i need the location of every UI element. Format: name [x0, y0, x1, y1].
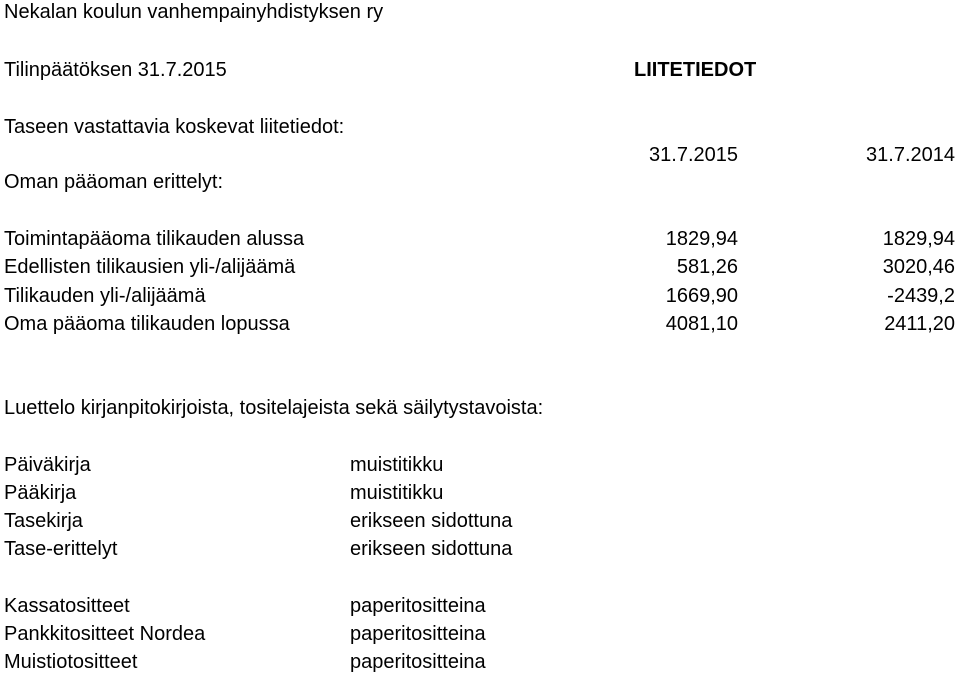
- value-2015: 4081,10: [665, 313, 738, 335]
- value-2014: 2411,20: [884, 313, 955, 335]
- book-name: Tasekirja: [4, 510, 83, 532]
- statement-title: Tilinpäätöksen 31.7.2015: [4, 59, 227, 81]
- storage-method: muistitikku: [350, 482, 444, 504]
- book-name: Tase-erittelyt: [4, 538, 118, 560]
- storage-method: erikseen sidottuna: [350, 538, 513, 560]
- row-label: Edellisten tilikausien yli-/alijäämä: [4, 256, 296, 278]
- bookkeeping-heading: Luettelo kirjanpitokirjoista, tositelajeista sekä säilytystavoista:: [4, 397, 544, 419]
- value-2014: 1829,94: [882, 228, 955, 250]
- row-label: Tilikauden yli-/alijäämä: [4, 285, 206, 307]
- balance-notes-heading: Taseen vastattavia koskevat liitetiedot:: [4, 116, 345, 138]
- voucher-type: Pankkitositteet Nordea: [4, 623, 206, 645]
- row-label: Toimintapääoma tilikauden alussa: [4, 228, 305, 250]
- value-2015: 1829,94: [665, 228, 738, 250]
- storage-method: paperitositteina: [350, 651, 486, 673]
- organization-name: Nekalan koulun vanhempainyhdistyksen ry: [4, 1, 384, 23]
- value-2014: 3020,46: [882, 256, 955, 278]
- value-2014: -2439,2: [887, 285, 955, 307]
- column-header-2015: 31.7.2015: [649, 144, 738, 166]
- equity-breakdown-heading: Oman pääoman erittelyt:: [4, 171, 223, 193]
- section-title: LIITETIEDOT: [634, 59, 757, 81]
- row-label: Oma pääoma tilikauden lopussa: [4, 313, 290, 335]
- storage-method: paperitositteina: [350, 595, 486, 617]
- book-name: Päiväkirja: [4, 454, 91, 476]
- book-name: Pääkirja: [4, 482, 77, 504]
- voucher-type: Kassatositteet: [4, 595, 130, 617]
- column-header-2014: 31.7.2014: [866, 144, 955, 166]
- storage-method: erikseen sidottuna: [350, 510, 513, 532]
- storage-method: paperitositteina: [350, 623, 486, 645]
- voucher-type: Muistiotositteet: [4, 651, 138, 673]
- storage-method: muistitikku: [350, 454, 444, 476]
- value-2015: 1669,90: [665, 285, 738, 307]
- value-2015: 581,26: [676, 256, 738, 278]
